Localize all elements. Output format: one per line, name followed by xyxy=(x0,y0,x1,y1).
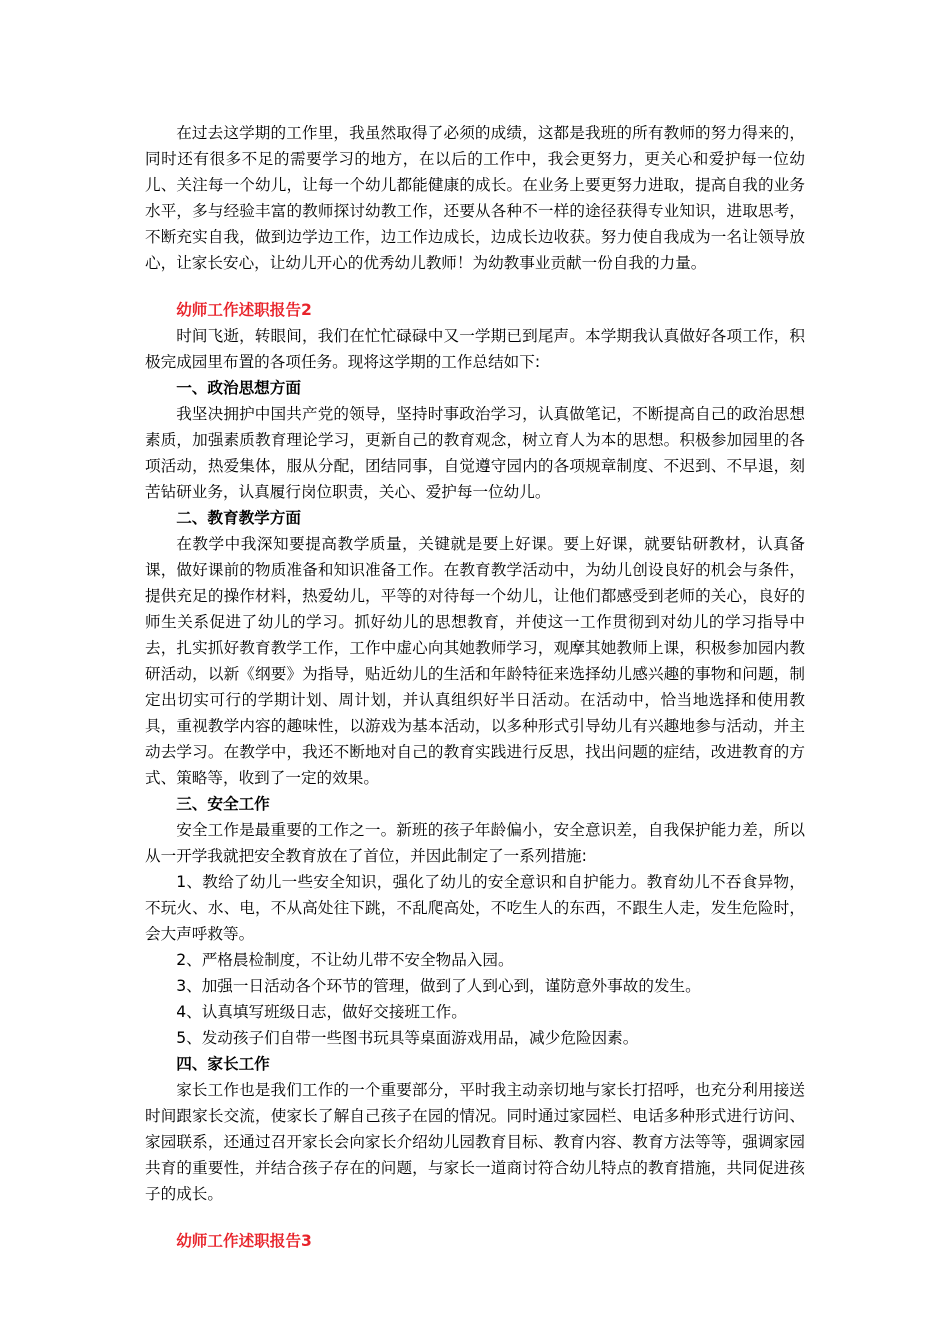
section2-text: 在教学中我深知要提高教学质量，关键就是要上好课。要上好课，就要钻研教材，认真备课，做好课前的物质准备和知识准备工作。在教育教学活动中，为幼儿创设良好的机会与条件，提供充足的操作材料，热爱幼儿，平等的对待每一个幼儿，让他们都感受到老师的关心，良好的师生关系促进了幼儿的学习。抓好幼儿的思想教育，并使这一工作贯彻到对幼儿的学习指导中去，扎实抓好教育教学工作，工作中虚心向其她教师学习，观摩其她教师上课，积极参加园内教研活动，以新《纲要》为指导，贴近幼儿的生活和年龄特征来选择幼儿感兴趣的事物和问题，制定出切实可行的学期计划、周计划，并认真组织好半日活动。在活动中，恰当地选择和使用教具，重视教学内容的趣味性，以游戏为基本活动，以多种形式引导幼儿有兴趣地参与活动，并主动去学习。在教学中，我还不断地对自己的教育实践进行反思，找出问题的症结，改进教育的方式、策略等，收到了一定的效果。 xyxy=(145,535,805,787)
section3-item-5: 5、发动孩子们自带一些图书玩具等桌面游戏用品，减少危险因素。 xyxy=(176,1029,639,1047)
section3-heading: 三、安全工作 xyxy=(176,795,270,813)
section1-heading: 一、政治思想方面 xyxy=(176,379,301,397)
section3-item-1: 1、教给了幼儿一些安全知识，强化了幼儿的安全意识和自护能力。教育幼儿不吞食异物，不玩火、水、电，不从高处往下跳，不乱爬高处，不吃生人的东西，不跟生人走，发生危险时，会大声呼救等。 xyxy=(145,873,805,943)
report2-intro: 时间飞逝，转眼间，我们在忙忙碌碌中又一学期已到尾声。本学期我认真做好各项工作，积极完成园里布置的各项任务。现将这学期的工作总结如下: xyxy=(145,327,805,371)
section2-heading: 二、教育教学方面 xyxy=(176,509,301,527)
intro-paragraph: 在过去这学期的工作里，我虽然取得了必须的成绩，这都是我班的所有教师的努力得来的，同时还有很多不足的需要学习的地方，在以后的工作中，我会更努力，更关心和爱护每一位幼儿、关注每一个幼儿，让每一个幼儿都能健康的成长。在业务上要更努力进取，提高自我的业务水平，多与经验丰富的教师探讨幼教工作，还要从各种不一样的途径获得专业知识，进取思考，不断充实自我，做到边学边工作，边工作边成长，边成长边收获。努力使自我成为一名让领导放心，让家长安心，让幼儿开心的优秀幼儿教师！为幼教事业贡献一份自我的力量。 xyxy=(145,124,805,272)
section4-text: 家长工作也是我们工作的一个重要部分，平时我主动亲切地与家长打招呼，也充分利用接送时间跟家长交流，使家长了解自己孩子在园的情况。同时通过家园栏、电话多种形式进行访问、家园联系，还通过召开家长会向家长介绍幼儿园教育目标、教育内容、教育方法等等，强调家园共育的重要性，并结合孩子存在的问题，与家长一道商讨符合幼儿特点的教育措施，共同促进孩子的成长。 xyxy=(145,1081,805,1203)
section1-text: 我坚决拥护中国共产党的领导，坚持时事政治学习，认真做笔记，不断提高自己的政治思想素质，加强素质教育理论学习，更新自己的教育观念，树立育人为本的思想。积极参加园里的各项活动，热爱集体，服从分配，团结同事，自觉遵守园内的各项规章制度、不迟到、不早退，刻苦钻研业务，认真履行岗位职责，关心、爱护每一位幼儿。 xyxy=(145,405,805,501)
section4-heading: 四、家长工作 xyxy=(176,1055,270,1073)
section3-item-4: 4、认真填写班级日志，做好交接班工作。 xyxy=(176,1003,467,1021)
report3-title: 幼师工作述职报告3 xyxy=(176,1232,312,1250)
section3-text: 安全工作是最重要的工作之一。新班的孩子年龄偏小，安全意识差，自我保护能力差，所以从一开学我就把安全教育放在了首位，并因此制定了一系列措施: xyxy=(145,821,805,865)
section3-item-3: 3、加强一日活动各个环节的管理，做到了人到心到，谨防意外事故的发生。 xyxy=(176,977,701,995)
section3-item-2: 2、严格晨检制度，不让幼儿带不安全物品入园。 xyxy=(176,951,514,969)
document-page xyxy=(145,120,805,1254)
report2-title: 幼师工作述职报告2 xyxy=(176,301,312,319)
